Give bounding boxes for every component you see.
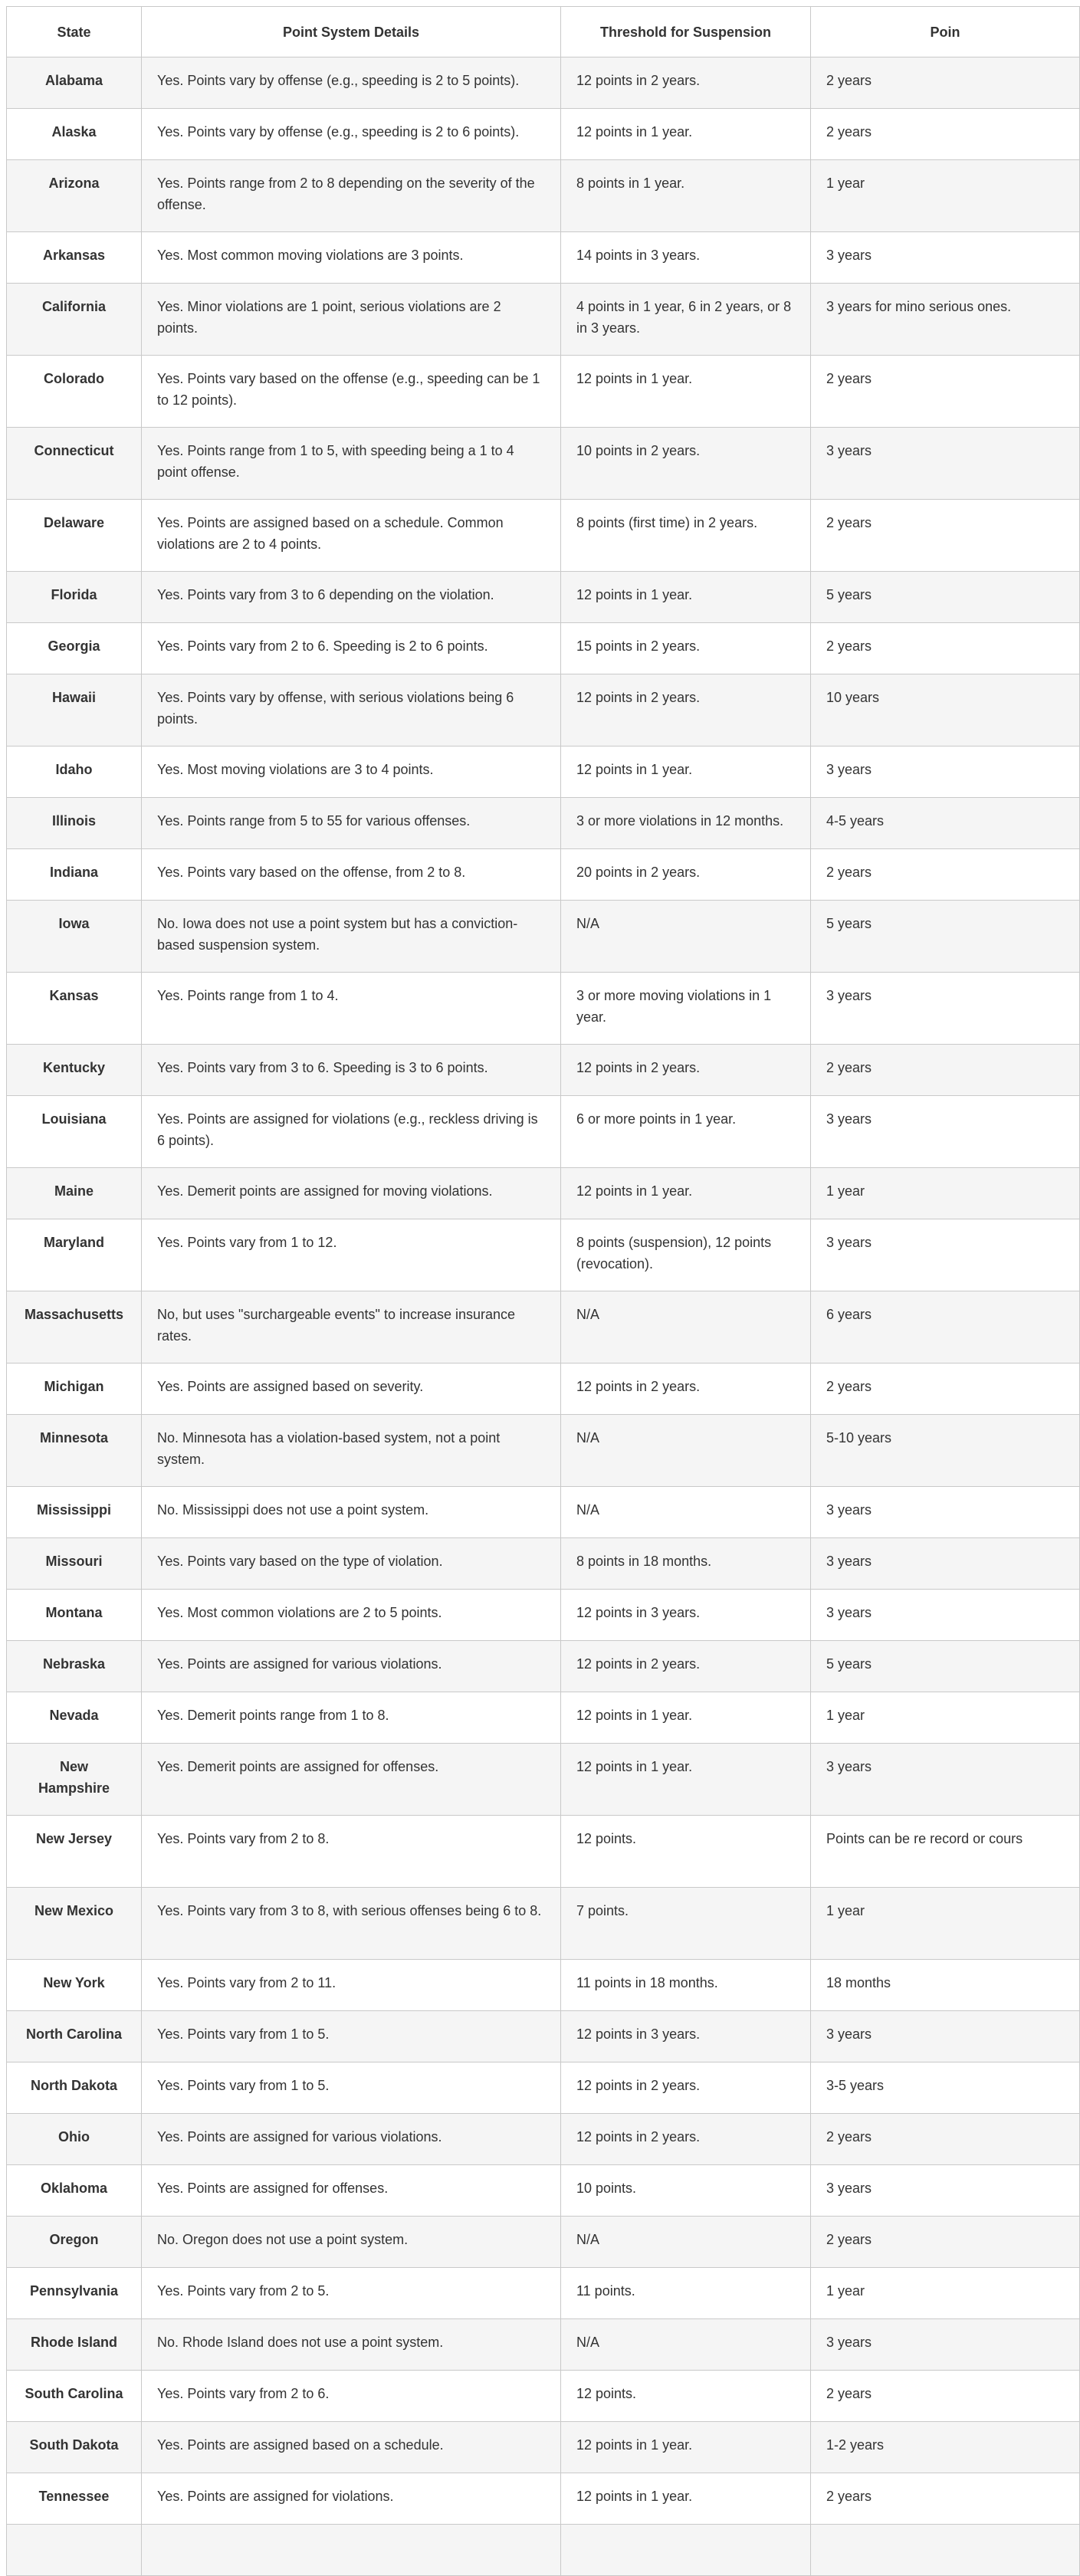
point-details-cell: No. Oregon does not use a point system. [142, 2217, 561, 2268]
points-duration-cell: 5 years [811, 901, 1080, 973]
state-cell: Idaho [7, 747, 142, 798]
state-cell: Maine [7, 1168, 142, 1219]
point-details-cell: No. Minnesota has a violation-based system, not a point system. [142, 1415, 561, 1487]
state-cell: New York [7, 1960, 142, 2011]
state-cell: Kansas [7, 973, 142, 1045]
points-duration-cell: 3 years [811, 2319, 1080, 2371]
point-details-cell: Yes. Points are assigned based on a schedule. [142, 2422, 561, 2473]
points-duration-cell: 3 years [811, 232, 1080, 284]
state-cell: Georgia [7, 623, 142, 674]
threshold-cell: 12 points in 1 year. [561, 1168, 811, 1219]
points-duration-cell: 3 years [811, 2011, 1080, 2062]
point-details-cell: Yes. Demerit points are assigned for offenses. [142, 1744, 561, 1816]
points-duration-cell: 2 years [811, 2217, 1080, 2268]
table-row [7, 2011, 1080, 2062]
state-cell: South Carolina [7, 2371, 142, 2422]
point-details-cell: Yes. Minor violations are 1 point, serious violations are 2 points. [142, 284, 561, 356]
table-row [7, 1960, 1080, 2011]
points-duration-cell: 3 years [811, 1096, 1080, 1168]
point-details-cell: Yes. Points range from 1 to 4. [142, 973, 561, 1045]
points-duration-cell: 5-10 years [811, 1415, 1080, 1487]
point-details-cell: Yes. Points are assigned based on a schedule. Common violations are 2 to 4 points. [142, 500, 561, 572]
point-details-cell: Yes. Points range from 2 to 8 depending on the severity of the offense. [142, 160, 561, 232]
state-cell: Nebraska [7, 1641, 142, 1692]
threshold-cell: 12 points in 3 years. [561, 2011, 811, 2062]
point-details-cell: Yes. Points vary from 3 to 8, with serious offenses being 6 to 8. [142, 1888, 561, 1960]
table-row [7, 747, 1080, 798]
table-row [7, 1045, 1080, 1096]
state-cell: North Carolina [7, 2011, 142, 2062]
state-cell: New Jersey [7, 1816, 142, 1888]
points-duration-cell: 1 year [811, 1888, 1080, 1960]
point-details-cell: No, but uses "surchargeable events" to increase insurance rates. [142, 1291, 561, 1363]
table-row [7, 901, 1080, 973]
point-details-cell: Yes. Demerit points range from 1 to 8. [142, 1692, 561, 1744]
point-details-cell: Yes. Points vary from 2 to 5. [142, 2268, 561, 2319]
state-cell: Montana [7, 1590, 142, 1641]
table-row [7, 674, 1080, 747]
threshold-cell: 14 points in 3 years. [561, 232, 811, 284]
points-duration-cell: 3 years [811, 2165, 1080, 2217]
point-details-cell: Yes. Points vary by offense (e.g., speeding is 2 to 5 points). [142, 57, 561, 109]
col-header-point-system-details: Point System Details [142, 7, 561, 57]
point-details-cell: Yes. Points vary from 3 to 6 depending on the violation. [142, 572, 561, 623]
points-duration-cell: 3 years for mino serious ones. [811, 284, 1080, 356]
threshold-cell: 12 points in 1 year. [561, 1744, 811, 1816]
table-row [7, 2217, 1080, 2268]
point-details-cell: Yes. Most moving violations are 3 to 4 points. [142, 747, 561, 798]
points-duration-cell [811, 2525, 1080, 2576]
point-details-cell: Yes. Points vary by offense, with serious violations being 6 points. [142, 674, 561, 747]
table-row [7, 973, 1080, 1045]
table-row [7, 356, 1080, 428]
threshold-cell: 4 points in 1 year, 6 in 2 years, or 8 in 3 years. [561, 284, 811, 356]
state-cell: Michigan [7, 1363, 142, 1415]
threshold-cell: 8 points in 18 months. [561, 1538, 811, 1590]
point-details-cell: No. Iowa does not use a point system but has a conviction-based suspension system. [142, 901, 561, 973]
points-duration-cell: 3 years [811, 747, 1080, 798]
table-row [7, 2473, 1080, 2525]
points-duration-cell: 1 year [811, 160, 1080, 232]
state-cell: Connecticut [7, 428, 142, 500]
point-details-cell: Yes. Points are assigned for offenses. [142, 2165, 561, 2217]
table-row [7, 2165, 1080, 2217]
points-duration-cell: 2 years [811, 1045, 1080, 1096]
state-cell: Alaska [7, 109, 142, 160]
points-duration-cell: 4-5 years [811, 798, 1080, 849]
table-row [7, 1888, 1080, 1960]
point-details-cell: Yes. Points range from 5 to 55 for various offenses. [142, 798, 561, 849]
table-row [7, 623, 1080, 674]
table-row [7, 2114, 1080, 2165]
state-cell: Massachusetts [7, 1291, 142, 1363]
threshold-cell: 11 points in 18 months. [561, 1960, 811, 2011]
points-duration-cell: 5 years [811, 1641, 1080, 1692]
threshold-cell: 12 points in 2 years. [561, 1045, 811, 1096]
state-cell: Ohio [7, 2114, 142, 2165]
point-details-cell: No. Mississippi does not use a point system. [142, 1487, 561, 1538]
threshold-cell: N/A [561, 1291, 811, 1363]
state-cell: Illinois [7, 798, 142, 849]
state-cell: Colorado [7, 356, 142, 428]
point-details-cell: Yes. Points vary based on the offense (e.g., speeding can be 1 to 12 points). [142, 356, 561, 428]
table-body [7, 57, 1080, 2576]
point-details-cell: Yes. Points are assigned for violations (e.g., reckless driving is 6 points). [142, 1096, 561, 1168]
state-cell: Tennessee [7, 2473, 142, 2525]
point-details-cell: Yes. Points are assigned for various violations. [142, 2114, 561, 2165]
state-cell: California [7, 284, 142, 356]
state-cell: Kentucky [7, 1045, 142, 1096]
points-duration-cell: 1 year [811, 1692, 1080, 1744]
points-duration-cell: 1-2 years [811, 2422, 1080, 2473]
threshold-cell: 12 points in 2 years. [561, 2062, 811, 2114]
points-duration-cell: 2 years [811, 500, 1080, 572]
points-duration-cell: 2 years [811, 2473, 1080, 2525]
threshold-cell: 6 or more points in 1 year. [561, 1096, 811, 1168]
points-duration-cell: 1 year [811, 2268, 1080, 2319]
points-duration-cell: 5 years [811, 572, 1080, 623]
state-cell: Arizona [7, 160, 142, 232]
col-header-threshold: Threshold for Suspension [561, 7, 811, 57]
point-details-cell: Yes. Points vary from 2 to 8. [142, 1816, 561, 1888]
state-cell: Rhode Island [7, 2319, 142, 2371]
threshold-cell: 12 points in 1 year. [561, 109, 811, 160]
table-row [7, 1744, 1080, 1816]
table-row [7, 284, 1080, 356]
table-row [7, 1291, 1080, 1363]
threshold-cell: 8 points (first time) in 2 years. [561, 500, 811, 572]
point-details-cell: Yes. Points vary from 1 to 5. [142, 2011, 561, 2062]
points-duration-cell: 2 years [811, 1363, 1080, 1415]
points-duration-cell: 6 years [811, 1291, 1080, 1363]
table-row [7, 2268, 1080, 2319]
table-row [7, 1538, 1080, 1590]
col-header-points-duration: Poin [811, 7, 1080, 57]
points-duration-cell: 2 years [811, 356, 1080, 428]
table-row [7, 572, 1080, 623]
table-row [7, 57, 1080, 109]
threshold-cell: 12 points in 2 years. [561, 2114, 811, 2165]
point-details-cell: Yes. Points are assigned for various violations. [142, 1641, 561, 1692]
state-cell: Iowa [7, 901, 142, 973]
points-duration-cell: 18 months [811, 1960, 1080, 2011]
table-row [7, 2525, 1080, 2576]
threshold-cell: 12 points in 2 years. [561, 1363, 811, 1415]
point-details-cell: Yes. Points are assigned based on severity. [142, 1363, 561, 1415]
table-row [7, 1415, 1080, 1487]
point-details-cell: Yes. Points vary from 2 to 6. [142, 2371, 561, 2422]
points-duration-cell: 3 years [811, 1538, 1080, 1590]
threshold-cell: 12 points in 1 year. [561, 2422, 811, 2473]
threshold-cell: 12 points in 3 years. [561, 1590, 811, 1641]
threshold-cell: 12 points in 1 year. [561, 1692, 811, 1744]
state-cell: Missouri [7, 1538, 142, 1590]
state-cell: Oklahoma [7, 2165, 142, 2217]
points-duration-cell: 3-5 years [811, 2062, 1080, 2114]
point-details-cell: Yes. Points vary from 3 to 6. Speeding is 3 to 6 points. [142, 1045, 561, 1096]
points-duration-cell: 3 years [811, 973, 1080, 1045]
threshold-cell: 12 points in 1 year. [561, 2473, 811, 2525]
state-cell: Louisiana [7, 1096, 142, 1168]
points-duration-cell: 10 years [811, 674, 1080, 747]
points-duration-cell: 2 years [811, 57, 1080, 109]
table-row [7, 1590, 1080, 1641]
table-row [7, 1219, 1080, 1291]
col-header-state: State [7, 7, 142, 57]
state-cell: Hawaii [7, 674, 142, 747]
points-duration-cell: 3 years [811, 1744, 1080, 1816]
threshold-cell: 12 points in 2 years. [561, 1641, 811, 1692]
state-cell [7, 2525, 142, 2576]
table-row [7, 798, 1080, 849]
threshold-cell: 12 points. [561, 1816, 811, 1888]
state-cell: Arkansas [7, 232, 142, 284]
point-details-cell: Yes. Points vary from 1 to 12. [142, 1219, 561, 1291]
points-duration-cell: 2 years [811, 2114, 1080, 2165]
points-duration-cell: 3 years [811, 428, 1080, 500]
threshold-cell: 12 points in 1 year. [561, 747, 811, 798]
state-point-system-table [6, 6, 1080, 2576]
threshold-cell: N/A [561, 2217, 811, 2268]
state-cell: Delaware [7, 500, 142, 572]
table-row [7, 1096, 1080, 1168]
point-details-cell: Yes. Points are assigned for violations. [142, 2473, 561, 2525]
threshold-cell: 12 points in 2 years. [561, 57, 811, 109]
threshold-cell: 10 points in 2 years. [561, 428, 811, 500]
state-cell: Alabama [7, 57, 142, 109]
state-cell: South Dakota [7, 2422, 142, 2473]
points-duration-cell: 2 years [811, 2371, 1080, 2422]
points-duration-cell: 3 years [811, 1487, 1080, 1538]
points-duration-cell: 2 years [811, 623, 1080, 674]
points-duration-cell: 2 years [811, 109, 1080, 160]
point-details-cell: Yes. Most common violations are 2 to 5 points. [142, 1590, 561, 1641]
point-details-cell: Yes. Most common moving violations are 3 points. [142, 232, 561, 284]
point-details-cell [142, 2525, 561, 2576]
table-header-row [7, 7, 1080, 57]
point-details-cell: Yes. Points vary from 2 to 11. [142, 1960, 561, 2011]
table-row [7, 2062, 1080, 2114]
point-details-cell: Yes. Points range from 1 to 5, with speeding being a 1 to 4 point offense. [142, 428, 561, 500]
points-duration-cell: 1 year [811, 1168, 1080, 1219]
table-row [7, 2422, 1080, 2473]
state-cell: North Dakota [7, 2062, 142, 2114]
table-row [7, 160, 1080, 232]
threshold-cell: 12 points in 1 year. [561, 356, 811, 428]
state-cell: Oregon [7, 2217, 142, 2268]
threshold-cell: 8 points (suspension), 12 points (revocation). [561, 1219, 811, 1291]
threshold-cell: 10 points. [561, 2165, 811, 2217]
table-row [7, 1641, 1080, 1692]
table-row [7, 2319, 1080, 2371]
point-details-cell: Yes. Points vary from 2 to 6. Speeding is 2 to 6 points. [142, 623, 561, 674]
threshold-cell: N/A [561, 901, 811, 973]
table-row [7, 1487, 1080, 1538]
point-details-cell: Yes. Points vary based on the offense, from 2 to 8. [142, 849, 561, 901]
threshold-cell: N/A [561, 1487, 811, 1538]
table-row [7, 109, 1080, 160]
threshold-cell: 11 points. [561, 2268, 811, 2319]
state-cell: Minnesota [7, 1415, 142, 1487]
state-cell: Maryland [7, 1219, 142, 1291]
table-row [7, 1816, 1080, 1888]
threshold-cell: 3 or more violations in 12 months. [561, 798, 811, 849]
table-row [7, 500, 1080, 572]
table-row [7, 1363, 1080, 1415]
points-duration-cell: 3 years [811, 1590, 1080, 1641]
table-row [7, 849, 1080, 901]
point-details-cell: Yes. Points vary from 1 to 5. [142, 2062, 561, 2114]
threshold-cell: 7 points. [561, 1888, 811, 1960]
state-cell: Indiana [7, 849, 142, 901]
points-duration-cell: Points can be re record or cours [811, 1816, 1080, 1888]
points-duration-cell: 3 years [811, 1219, 1080, 1291]
threshold-cell: 12 points in 1 year. [561, 572, 811, 623]
table-row [7, 232, 1080, 284]
threshold-cell: 15 points in 2 years. [561, 623, 811, 674]
table-row [7, 2371, 1080, 2422]
point-details-cell: Yes. Points vary by offense (e.g., speeding is 2 to 6 points). [142, 109, 561, 160]
state-cell: New Mexico [7, 1888, 142, 1960]
threshold-cell: N/A [561, 1415, 811, 1487]
state-cell: Florida [7, 572, 142, 623]
state-cell: Pennsylvania [7, 2268, 142, 2319]
threshold-cell: 12 points in 2 years. [561, 674, 811, 747]
point-details-cell: Yes. Demerit points are assigned for moving violations. [142, 1168, 561, 1219]
point-details-cell: Yes. Points vary based on the type of violation. [142, 1538, 561, 1590]
state-cell: Mississippi [7, 1487, 142, 1538]
threshold-cell: N/A [561, 2319, 811, 2371]
point-details-cell: No. Rhode Island does not use a point system. [142, 2319, 561, 2371]
state-cell: Nevada [7, 1692, 142, 1744]
threshold-cell [561, 2525, 811, 2576]
table-row [7, 1692, 1080, 1744]
threshold-cell: 20 points in 2 years. [561, 849, 811, 901]
points-duration-cell: 2 years [811, 849, 1080, 901]
threshold-cell: 12 points. [561, 2371, 811, 2422]
table-row [7, 1168, 1080, 1219]
threshold-cell: 8 points in 1 year. [561, 160, 811, 232]
state-cell: New Hampshire [7, 1744, 142, 1816]
table-row [7, 428, 1080, 500]
threshold-cell: 3 or more moving violations in 1 year. [561, 973, 811, 1045]
